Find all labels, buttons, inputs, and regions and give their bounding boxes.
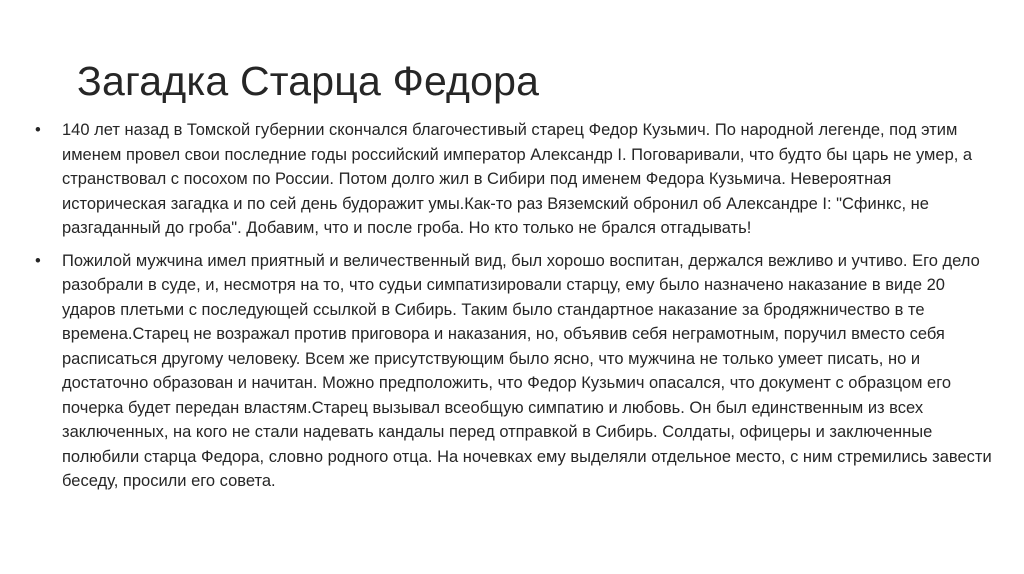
bullet-dot-icon: • — [35, 121, 41, 139]
bullet-paragraph-2 — [32, 249, 992, 494]
slide-body — [32, 118, 992, 502]
bullet-text-2: Пожилой мужчина имел приятный и величественный вид, был хорошо воспитан, держался вежливо и учтиво. Его дело разобрали в суде, и, несмотря на то, что судьи симпатизировали старцу, ему было назначено наказание в виде 20 ударов плетьми с последующей ссылкой в Сибирь. Таким было стандартное наказание за бродяжничество в те времена.Старец не возражал против приговора и наказания, но, объявив себя неграмотным, поручил вместо себя расписаться другому человеку. Всем же присутствующим было ясно, что мужчина не только умеет писать, но и достаточно образован и начитан. Можно предположить, что Федор Кузьмич опасался, что документ с образцом его почерка будет передан властям.Старец вызывал всеобщую симпатию и любовь. Он был единственным из всех заключенных, на кого не стали надевать кандалы перед отправкой в Сибирь. Солдаты, офицеры и заключенные полюбили старца Федора, словно родного отца. На ночевках ему выделяли отдельное место, с ним стремились завести беседу, просили его совета. — [62, 251, 992, 490]
bullet-text-1: 140 лет назад в Томской губернии скончался благочестивый старец Федор Кузьмич. По народной легенде, под этим именем провел свои последние годы российский император Александр I. Поговаривали, что будто бы царь не умер, а странствовал с посохом по России. Потом долго жил в Сибири под именем Федора Кузьмича. Невероятная историческая загадка и по сей день будоражит умы.Как-то раз Вяземский обронил об Александре I: "Сфинкс, не разгаданный до гроба". Добавим, что и после гроба. Но кто только не брался отгадывать! — [62, 121, 973, 237]
bullet-paragraph-1 — [32, 118, 992, 241]
slide-title: Загадка Старца Федора — [77, 58, 540, 104]
bullet-dot-icon: • — [35, 251, 41, 270]
